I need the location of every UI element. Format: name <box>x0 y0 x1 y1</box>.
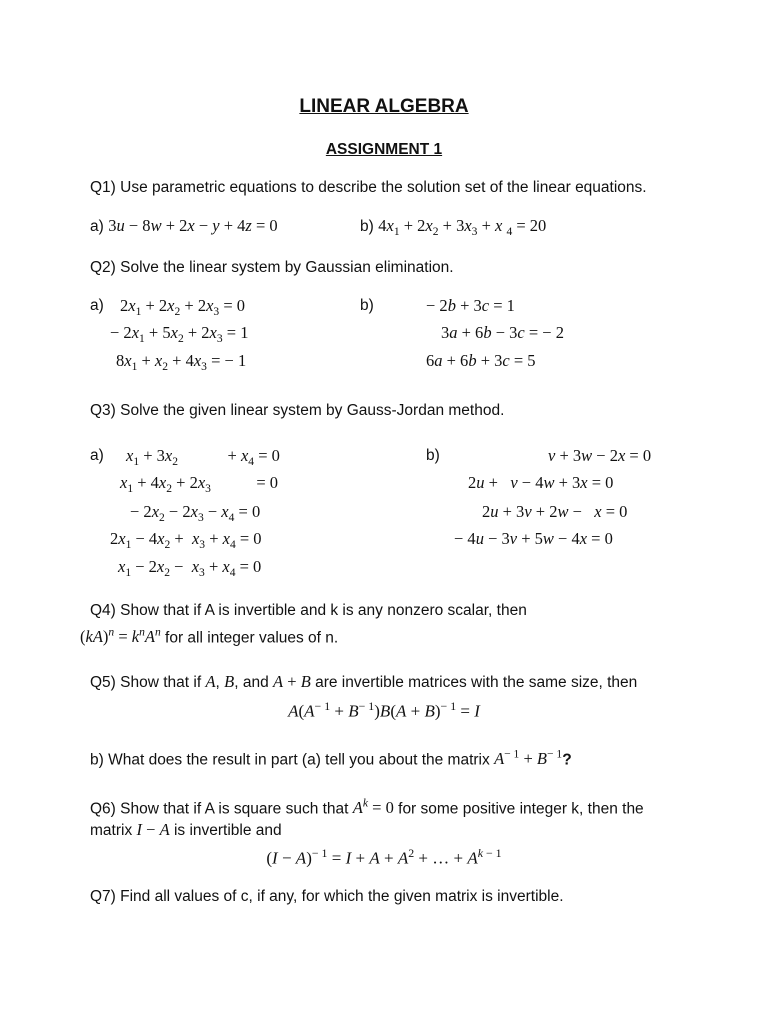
q5-and: , and <box>234 674 274 691</box>
q5-matrix-a: A <box>205 672 216 691</box>
q3-a-eq1: $x_1 + 3x_2$ + $x_4 = 0$ <box>126 446 280 469</box>
q6-prompt <box>90 798 644 818</box>
q3-part-b-label: b) <box>426 447 440 464</box>
q2-b-eq3: 6a + 6b + 3c = 5 <box>426 351 536 370</box>
q5-comma: , <box>215 674 225 691</box>
q4-statement <box>80 627 338 647</box>
q2-a-eq2: − $2x_1 + 5x_2 + 2x_3 = 1$ <box>110 323 249 346</box>
q1-equation-b: $4x_1 + 2x_2 + 3x_3 + x$ $_4$ = 20 <box>378 216 547 239</box>
q1-equation-a: 3u − 8w + 2x − y + 4z = 0 <box>108 216 278 235</box>
q5-part-b <box>90 749 572 769</box>
q1-part-a <box>90 216 278 236</box>
q5-prompt-end: are invertible matrices with the same size, then <box>310 674 638 691</box>
q3-a-eq2: $x_1 + 4x_2 + 2x_3$ = 0 <box>120 473 279 496</box>
q6-matrix: I − A <box>136 820 170 839</box>
q1-part-b-label: b) <box>360 218 374 235</box>
q3-b-eq4: − 4u − 3v + 5w − 4x = 0 <box>454 529 613 548</box>
q5-equation: $A(A^{- 1} + B^{- 1})B(A + B)^{- 1} = I$ <box>288 699 480 721</box>
q6-equation: $(I - A)^{- 1} = I + A + A^2$ + … + $A^{k - 1}$ <box>266 846 502 868</box>
q3-part-a-label: a) <box>90 447 104 464</box>
q2-a-eq1: $2x_1 + 2x_2 + 2x_3 = 0$ <box>120 296 246 319</box>
page-title: LINEAR ALGEBRA <box>299 96 469 117</box>
q5-question-mark: ? <box>562 751 572 769</box>
q2-part-a-label: a) <box>90 297 104 314</box>
q5-prompt-start: Q5) Show that if <box>90 674 206 691</box>
q2-b-eq1: − 2b + 3c = 1 <box>426 296 515 315</box>
q1-part-b <box>360 216 546 238</box>
q2-b-eq2: 3a + 6b − 3c = − 2 <box>441 323 564 342</box>
q5-part-b-text: b) What does the result in part (a) tell you about the matrix <box>90 751 495 769</box>
q6-prompt-end: for some positive integer k, then the <box>393 800 644 818</box>
q5-part-b-expr: $A^{- 1} + B^{- 1}$ <box>494 749 563 769</box>
q2-a-eq3: $8x_1 + x_2 + 4x_3$ = − 1 <box>116 351 247 374</box>
q3-b-eq3: 2u + 3v + 2w − x = 0 <box>482 502 628 521</box>
q3-prompt: Q3) Solve the given linear system by Gauss-Jordan method. <box>90 402 505 419</box>
q4-equation: $(kA)^n = k^nA^n$ <box>80 627 161 647</box>
q5-prompt <box>90 672 637 692</box>
q5-sum: A + B <box>273 672 311 691</box>
q1-part-a-label: a) <box>90 218 104 235</box>
q6-line2-start: matrix <box>90 822 137 839</box>
q4-tail: for all integer values of n. <box>160 629 339 647</box>
q3-a-eq4: $2x_1 - 4x_2 + x_3 + x_4 = 0$ <box>110 529 262 552</box>
assignment-subtitle: ASSIGNMENT 1 <box>325 141 443 158</box>
q4-prompt: Q4) Show that if A is invertible and k is any nonzero scalar, then <box>90 602 527 619</box>
q3-a-eq5: $x_1 - 2x_2 - x_3 + x_4 = 0$ <box>118 557 262 580</box>
q6-condition: $A^k = 0$ <box>352 798 394 818</box>
q2-prompt: Q2) Solve the linear system by Gaussian elimination. <box>90 259 454 276</box>
q6-line2 <box>90 820 282 840</box>
q3-b-eq2: 2u + v − 4w + 3x = 0 <box>468 473 614 492</box>
q5-matrix-b: B <box>224 672 235 691</box>
q3-a-eq3: − $2x_2 - 2x_3 - x_4 = 0$ <box>130 502 261 525</box>
q6-line2-end: is invertible and <box>169 822 282 839</box>
q6-prompt-start: Q6) Show that if A is square such that <box>90 800 353 818</box>
q1-prompt: Q1) Use parametric equations to describe the solution set of the linear equations. <box>90 179 647 196</box>
q3-b-eq1: v + 3w − 2x = 0 <box>548 446 652 465</box>
q2-part-b-label: b) <box>360 297 374 314</box>
q7-prompt: Q7) Find all values of c, if any, for which the given matrix is invertible. <box>90 888 564 905</box>
